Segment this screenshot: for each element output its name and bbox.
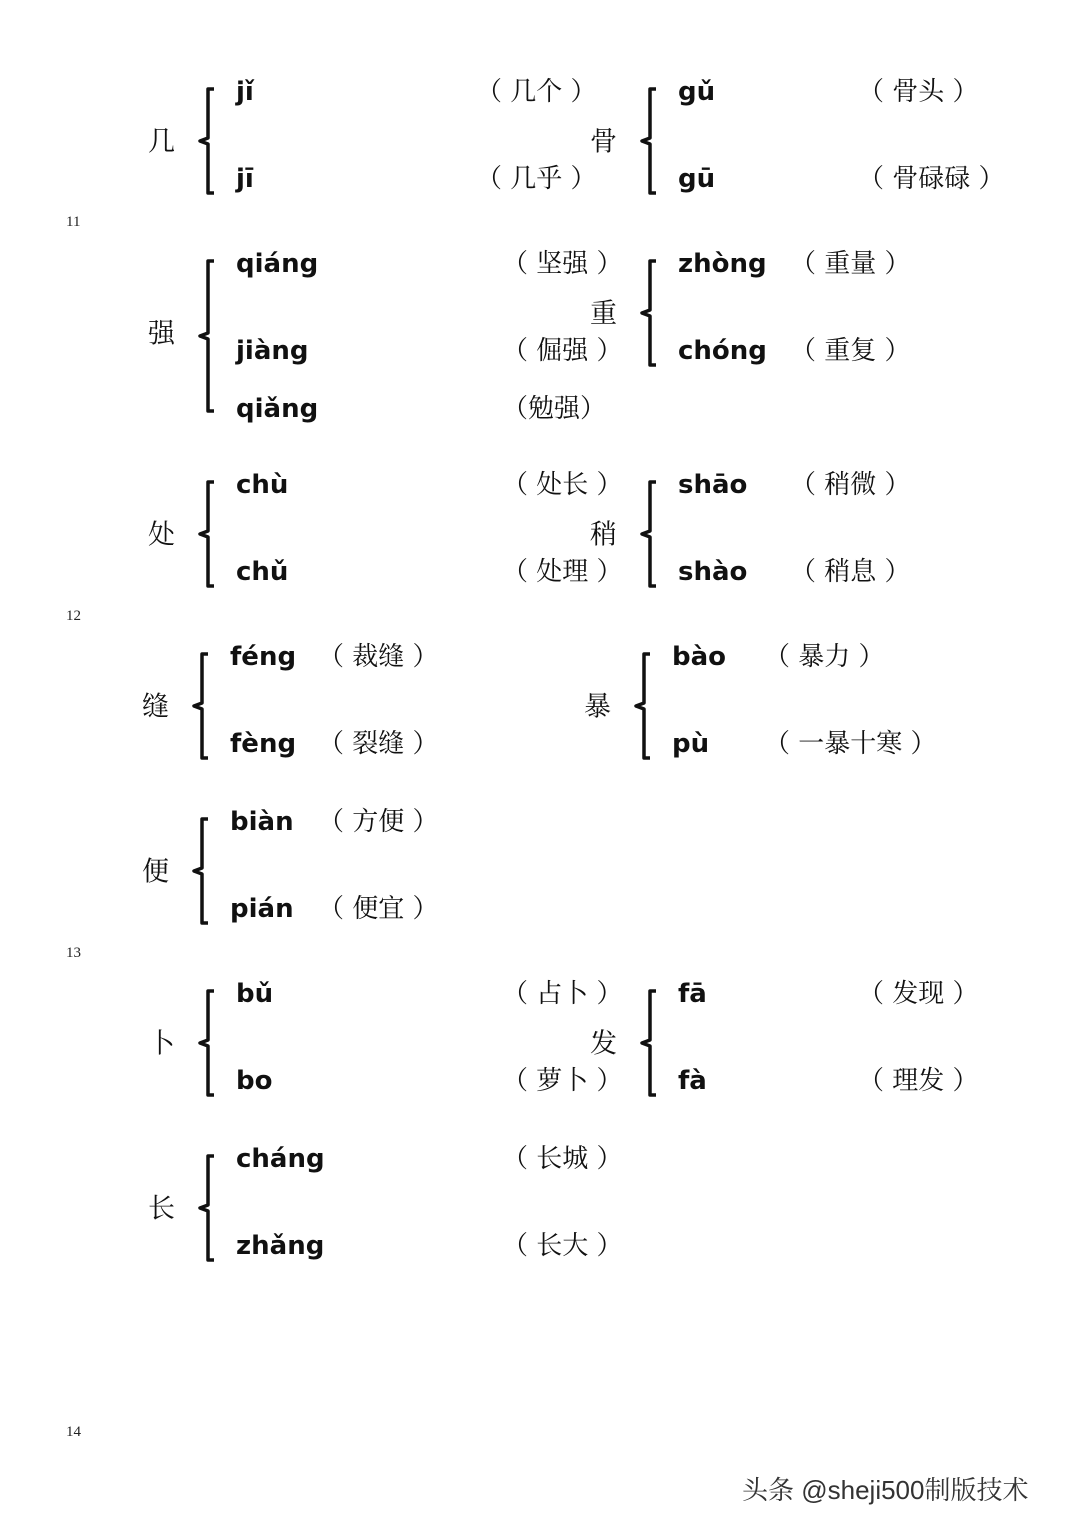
pinyin-label: shào xyxy=(678,557,748,587)
pinyin-label: gǔ xyxy=(678,77,716,107)
example-word: （ 占卜 ） xyxy=(502,979,623,1009)
pinyin-label: bǔ xyxy=(236,979,274,1009)
polyphonic-entry xyxy=(590,974,1010,1114)
watermark: 头条 @sheji500制版技术 xyxy=(742,1475,1029,1505)
brace-icon xyxy=(638,258,658,368)
brace-icon xyxy=(190,816,210,926)
example-word: （ 骨碌碌 ） xyxy=(858,164,1005,194)
pinyin-label: jiàng xyxy=(236,336,309,366)
example-word: （ 发现 ） xyxy=(858,979,979,1009)
pinyin-label: fèng xyxy=(230,729,297,759)
example-word: （ 骨头 ） xyxy=(858,77,979,107)
polyphonic-entry xyxy=(590,72,1010,212)
example-word: （ 长大 ） xyxy=(502,1231,623,1261)
pinyin-label: pián xyxy=(230,894,294,924)
entry-character: 稍 xyxy=(590,519,617,551)
pinyin-label: jǐ xyxy=(236,77,254,107)
pinyin-label: cháng xyxy=(236,1144,325,1174)
example-word: （勉强） xyxy=(502,394,607,424)
polyphonic-entry xyxy=(142,637,562,777)
example-word: （ 萝卜 ） xyxy=(502,1066,623,1096)
example-word: （ 理发 ） xyxy=(858,1066,979,1096)
example-word: （ 一暴十寒 ） xyxy=(764,729,937,759)
pinyin-label: bo xyxy=(236,1066,273,1096)
pinyin-label: chóng xyxy=(678,336,767,366)
brace-icon xyxy=(196,479,216,589)
polyphonic-entry xyxy=(148,465,623,605)
polyphonic-entry xyxy=(148,72,597,212)
pinyin-label: gū xyxy=(678,164,716,194)
pinyin-label: jī xyxy=(236,164,254,194)
entry-character: 便 xyxy=(142,856,169,888)
page-number: 13 xyxy=(66,945,81,961)
entry-character: 缝 xyxy=(142,691,169,723)
brace-icon xyxy=(196,988,216,1098)
entry-character: 重 xyxy=(590,298,617,330)
pinyin-label: pù xyxy=(672,729,710,759)
example-word: （ 处理 ） xyxy=(502,557,623,587)
pinyin-label: zhòng xyxy=(678,249,767,279)
pinyin-label: bào xyxy=(672,642,727,672)
polyphonic-entry xyxy=(148,974,623,1114)
example-word: （ 暴力 ） xyxy=(764,642,885,672)
entry-character: 骨 xyxy=(590,126,617,158)
brace-icon xyxy=(196,86,216,196)
polyphonic-entry xyxy=(148,1139,623,1279)
example-word: （ 稍息 ） xyxy=(790,557,911,587)
polyphonic-entry xyxy=(148,244,623,424)
brace-icon xyxy=(638,988,658,1098)
polyphonic-entry xyxy=(584,637,1004,777)
polyphonic-entry xyxy=(590,465,1010,605)
pinyin-label: féng xyxy=(230,642,297,672)
example-word: （ 便宜 ） xyxy=(318,894,439,924)
pinyin-label: biàn xyxy=(230,807,294,837)
entry-character: 处 xyxy=(148,519,175,551)
example-word: （ 坚强 ） xyxy=(502,249,623,279)
brace-icon xyxy=(196,1153,216,1263)
pinyin-label: fà xyxy=(678,1066,707,1096)
example-word: （ 裂缝 ） xyxy=(318,729,439,759)
example-word: （ 长城 ） xyxy=(502,1144,623,1174)
pinyin-label: qiǎng xyxy=(236,394,319,424)
entry-character: 卜 xyxy=(148,1028,175,1060)
entry-character: 暴 xyxy=(584,691,611,723)
brace-icon xyxy=(638,86,658,196)
example-word: （ 稍微 ） xyxy=(790,470,911,500)
pinyin-label: chù xyxy=(236,470,289,500)
example-word: （ 几个 ） xyxy=(476,77,597,107)
example-word: （ 几乎 ） xyxy=(476,164,597,194)
page-number: 12 xyxy=(66,608,81,624)
example-word: （ 倔强 ） xyxy=(502,336,623,366)
pinyin-label: zhǎng xyxy=(236,1231,325,1261)
brace-icon xyxy=(190,651,210,761)
example-word: （ 方便 ） xyxy=(318,807,439,837)
page-number: 14 xyxy=(66,1424,81,1440)
pinyin-label: fā xyxy=(678,979,707,1009)
polyphonic-entry xyxy=(142,802,562,942)
pinyin-label: qiáng xyxy=(236,249,319,279)
example-word: （ 重复 ） xyxy=(790,336,911,366)
page-number: 11 xyxy=(66,214,81,230)
brace-icon xyxy=(638,479,658,589)
brace-icon xyxy=(632,651,652,761)
example-word: （ 处长 ） xyxy=(502,470,623,500)
polyphonic-entry xyxy=(590,244,1010,384)
example-word: （ 重量 ） xyxy=(790,249,911,279)
entry-character: 强 xyxy=(148,318,175,350)
pinyin-label: shāo xyxy=(678,470,748,500)
example-word: （ 裁缝 ） xyxy=(318,642,439,672)
entry-character: 发 xyxy=(590,1028,617,1060)
pinyin-label: chǔ xyxy=(236,557,289,587)
brace-icon xyxy=(196,258,216,414)
entry-character: 长 xyxy=(148,1193,175,1225)
entry-character: 几 xyxy=(148,126,175,158)
